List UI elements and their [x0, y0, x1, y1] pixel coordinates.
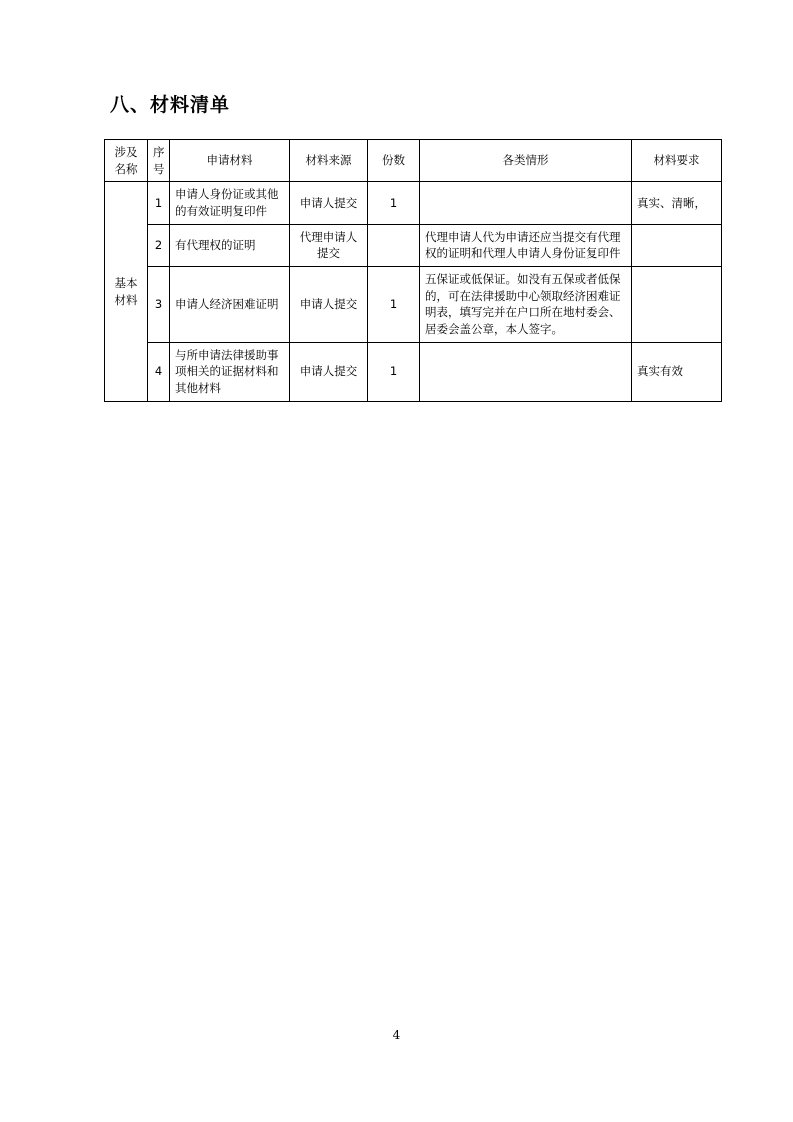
- column-header-scope-name: [105, 140, 148, 182]
- row-index: 2: [148, 224, 170, 266]
- row-copies: 1: [368, 342, 420, 401]
- row-index: 4: [148, 342, 170, 401]
- group-label-basic-materials: [105, 182, 148, 401]
- row-cases: [420, 182, 632, 224]
- page-content: [104, 90, 704, 402]
- table-row: [105, 342, 722, 401]
- column-header-requirement: 材料要求: [632, 140, 722, 182]
- row-copies: [368, 224, 420, 266]
- row-material: 有代理权的证明: [170, 224, 290, 266]
- column-header-index-line2: 号: [153, 161, 165, 176]
- row-source: 申请人提交: [290, 342, 368, 401]
- row-material: 与所申请法律援助事项相关的证据材料和其他材料: [170, 342, 290, 401]
- row-copies: 1: [368, 267, 420, 343]
- row-requirement: [632, 224, 722, 266]
- table-row: [105, 182, 722, 224]
- page-title: 八、材料清单: [110, 94, 231, 116]
- row-requirement: [632, 267, 722, 343]
- row-index: 3: [148, 267, 170, 343]
- row-cases: [420, 342, 632, 401]
- column-header-source: 材料来源: [290, 140, 368, 182]
- row-copies: 1: [368, 182, 420, 224]
- column-header-scope-name-line1: 涉及: [114, 145, 138, 159]
- table-body: [105, 182, 722, 401]
- table-header-row: [105, 140, 722, 182]
- page-number: 4: [392, 1028, 401, 1042]
- materials-table: [104, 139, 722, 402]
- group-label-line2: 材料: [114, 292, 138, 307]
- row-requirement: 真实、清晰，: [632, 182, 722, 224]
- row-material: 申请人经济困难证明: [170, 267, 290, 343]
- column-header-scope-name-line2: 名称: [114, 161, 138, 176]
- table-row: [105, 267, 722, 343]
- row-source: 申请人提交: [290, 182, 368, 224]
- group-label-line1: 基本: [114, 275, 138, 290]
- row-cases: 五保证或低保证。如没有五保或者低保的，可在法律援助中心领取经济困难证明表，填写完并在户口所在地村委会、居委会盖公章，本人签字。: [420, 267, 632, 343]
- column-header-cases: 各类情形: [420, 140, 632, 182]
- row-material: 申请人身份证或其他的有效证明复印件: [170, 182, 290, 224]
- table-row: [105, 224, 722, 266]
- table-header: [105, 140, 722, 182]
- row-source: 申请人提交: [290, 267, 368, 343]
- row-index: 1: [148, 182, 170, 224]
- row-cases: 代理申请人代为申请还应当提交有代理权的证明和代理人申请人身份证复印件: [420, 224, 632, 266]
- column-header-material: 申请材料: [170, 140, 290, 182]
- row-source: 代理申请人提交: [290, 224, 368, 266]
- row-requirement: 真实有效: [632, 342, 722, 401]
- column-header-index-line1: 序: [153, 145, 165, 159]
- column-header-copies: 份数: [368, 140, 420, 182]
- column-header-index: [148, 140, 170, 182]
